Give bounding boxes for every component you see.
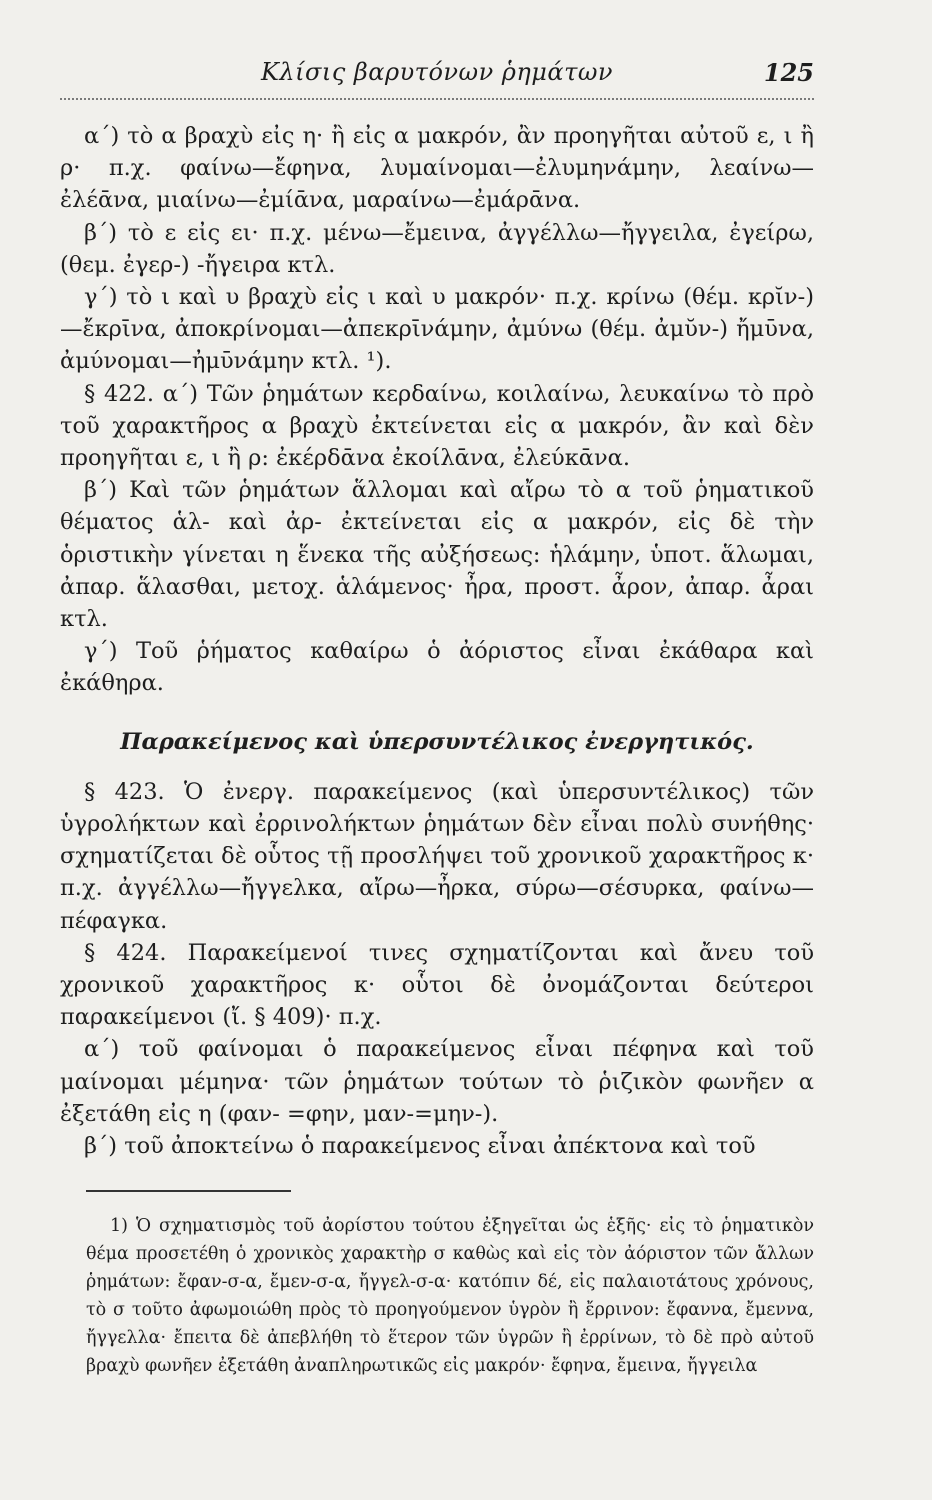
paragraph-422-gamma: γ΄) Τοῦ ῥήματος καθαίρω ὁ ἀόριστος εἶναι ἐκάθαρα καὶ ἐκάθηρα. — [60, 638, 814, 697]
footnote-1: 1) Ὁ σχηματισμὸς τοῦ ἀορίστου τούτου ἐξηγεῖται ὡς ἑξῆς· εἰς τὸ ῥηματικὸν θέμα προσετέθη ὁ χρονικὸς χαρακτὴρ σ καθὼς καὶ εἰς τὸν ἀόριστον τῶν ἄλλων ῥημάτων: ἔφαν-σ-α, ἔμεν-σ-α, ἤγγελ-σ-α· κατόπιν δέ, εἰς παλαιοτάτους χρόνους, τὸ σ τοῦτο ἀφωμοιώθη πρὸς τὸ προηγούμενον ὑγρὸν ἢ ἔρρινον: ἔφαννα, ἔμεννα, ἤγγελλα· ἔπειτα δὲ ἀπεβλήθη τὸ ἕτερον τῶν ὑγρῶν ἢ ἐρρίνων, τὸ δὲ πρὸ αὐτοῦ βραχὺ φωνῆεν ἐξετάθη ἀναπληρωτικῶς εἰς μακρόν· ἔφηνα, ἔμεινα, ἤγγειλα — [86, 1216, 814, 1376]
paragraph-424-beta: β΄) τοῦ ἀποκτείνω ὁ παρακείμενος εἶναι ἀπέκτονα καὶ τοῦ — [84, 1133, 756, 1160]
paragraph-424-alpha: α΄) τοῦ φαίνομαι ὁ παρακείμενος εἶναι πέφηνα καὶ τοῦ μαίνομαι μέμηνα· τῶν ῥημάτων τούτων τὸ ῥιζικὸν φωνῆεν α ἐξετάθη εἰς η (φαν- =φην, μαν-=μην-). — [60, 1036, 814, 1127]
paragraph-422-beta: β΄) Καὶ τῶν ῥημάτων ἅλλομαι καὶ αἴρω τὸ α τοῦ ῥηματικοῦ θέματος ἁλ- καὶ ἀρ- ἐκτείνεται εἰς α μακρόν, εἰς δὲ τὴν ὁριστικὴν γίνεται η ἕνεκα τῆς αὐξήσεως: ἡλάμην, ὑποτ. ἅλωμαι, ἀπαρ. ἅλασθαι, μετοχ. ἁλάμενος· ἦρα, προστ. ἆρον, ἀπαρ. ἆραι κτλ. — [60, 477, 814, 633]
page-header — [60, 58, 814, 92]
paragraph-422: § 422. α΄) Τῶν ῥημάτων κερδαίνω, κοιλαίνω, λευκαίνω τὸ πρὸ τοῦ χαρακτῆρος α βραχὺ ἐκτείνεται εἰς α μακρόν, ἂν καὶ δὲν προηγῆται ε, ι ἢ ρ: ἐκέρδᾱνα ἐκοίλᾱνα, ἐλεύκᾱνα. — [60, 380, 814, 472]
page-number: 125 — [763, 58, 814, 87]
running-title: Κλίσις βαρυτόνων ῥημάτων — [260, 58, 614, 86]
paragraph-gamma: γ΄) τὸ ι καὶ υ βραχὺ εἰς ι καὶ υ μακρόν· π.χ. κρίνω (θέμ. κρῐν-) —ἔκρῑνα, ἀποκρίνομαι—ἀπεκρῑνάμην, ἀμύνω (θέμ. ἀμῠν-) ἤμῡνα, ἀμύνομαι—ἠμῡνάμην κτλ. ¹). — [60, 284, 814, 375]
section-heading: Παρακείμενος καὶ ὑπερσυντέλικος ἐνεργητικός. — [120, 728, 754, 755]
paragraph-424: § 424. Παρακείμενοί τινες σχηματίζονται καὶ ἄνευ τοῦ χρονικοῦ χαρακτῆρος κ· οὗτοι δὲ ὀνομάζονται δεύτεροι παρακείμενοι (ἴ. § 409)· π.χ. — [60, 939, 814, 1031]
paragraph-alpha: α΄) τὸ α βραχὺ εἰς η· ἢ εἰς α μακρόν, ἂν προηγῆται αὐτοῦ ε, ι ἢ ρ· π.χ. φαίνω—ἔφηνα, λυμαίνομαι—ἐλυμηνάμην, λεαίνω—ἐλέᾱνα, μιαίνω—ἐμίᾱνα, μαραίνω—ἐμάρᾱνα. — [60, 123, 814, 214]
footnote-divider — [86, 1190, 291, 1192]
header-divider — [60, 98, 814, 100]
footnotes — [86, 1212, 814, 1380]
paragraph-423: § 423. Ὁ ἐνεργ. παρακείμενος (καὶ ὑπερσυντέλικος) τῶν ὑγρολήκτων καὶ ἐρρινολήκτων ῥημάτων δὲν εἶναι πολὺ συνήθης· σχηματίζεται δὲ οὗτος τῇ προσλήψει τοῦ χρονικοῦ χαρακτῆρος κ· π.χ. ἀγγέλλω—ἤγγελκα, αἴρω—ἦρκα, σύρω—σέσυρκα, φαίνω—πέφαγκα. — [60, 778, 814, 934]
main-text — [60, 120, 814, 1162]
paragraph-beta: β΄) τὸ ε εἰς ει· π.χ. μένω—ἔμεινα, ἀγγέλλω—ἤγγειλα, ἐγείρω, (θεμ. ἐγερ-) -ἤγειρα κτλ. — [60, 219, 814, 278]
